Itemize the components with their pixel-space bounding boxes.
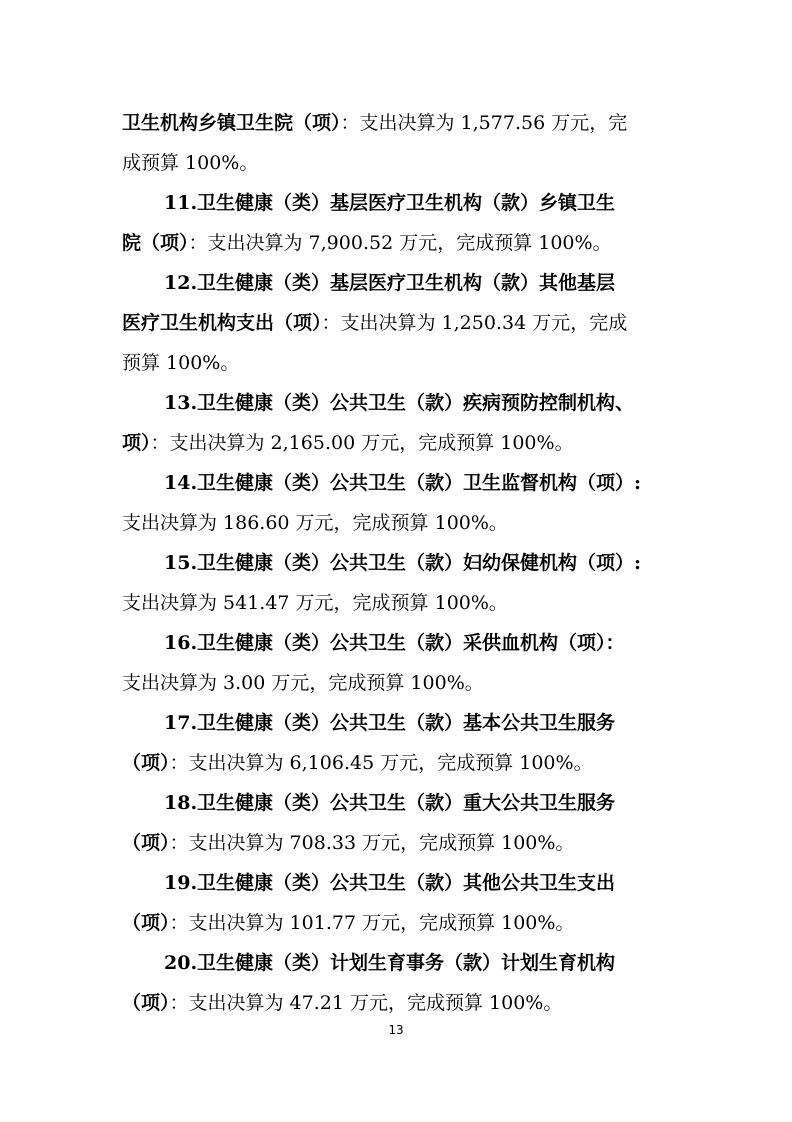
text-line [122,423,674,463]
budget-item [122,703,674,783]
item-heading: （项） [122,752,170,774]
budget-item [122,383,674,463]
item-heading: 11.卫生健康（类）基层医疗卫生机构（款）乡镇卫生 [164,192,616,214]
item-heading: 18.卫生健康（类）公共卫生（款）重大公共卫生服务 [164,792,616,814]
item-text: ：支出决算为 101.77 万元，完成预算 100%。 [169,912,575,934]
text-line [122,103,674,143]
item-text: ：支出决算为 708.33 万元，完成预算 100%。 [169,832,575,854]
text-line [122,383,674,423]
item-heading: 16.卫生健康（类）公共卫生（款）采供血机构（项）： [164,632,625,654]
page-number: 13 [388,1023,404,1037]
item-heading: 12.卫生健康（类）基层医疗卫生机构（款）其他基层 [164,272,616,294]
item-text: ：支出决算为 47.21 万元，完成预算 100%。 [169,992,563,1014]
item-heading: 17.卫生健康（类）公共卫生（款）基本公共卫生服务 [164,712,616,734]
item-heading: 院（项） [122,232,189,254]
text-line [122,703,674,743]
budget-item [122,263,674,383]
item-text: 预算 100%。 [122,352,240,374]
item-text: ：支出决算为 1,250.34 万元，完成 [321,312,628,334]
item-text: ：支出决算为 7,900.52 万元，完成预算 100%。 [188,232,612,254]
item-heading: 15.卫生健康（类）公共卫生（款）妇幼保健机构（项）: [164,552,642,574]
item-heading: 14.卫生健康（类）公共卫生（款）卫生监督机构（项）: [164,472,642,494]
text-line [122,903,674,943]
item-text: ：支出决算为 1,577.56 万元，完 [340,112,628,134]
text-line [122,583,674,623]
budget-item [122,103,674,183]
text-line [122,263,674,303]
item-text: 成预算 100%。 [122,152,259,174]
budget-item [122,863,674,943]
text-line [122,463,674,503]
item-heading: （项） [122,992,170,1014]
text-line [122,183,674,223]
budget-items [122,103,674,1023]
item-heading: 19.卫生健康（类）公共卫生（款）其他公共卫生支出 [164,872,616,894]
text-line [122,823,674,863]
text-line [122,623,674,663]
item-text: ：支出决算为 6,106.45 万元，完成预算 100%。 [169,752,593,774]
text-line [122,343,674,383]
item-text: 支出决算为 541.47 万元，完成预算 100%。 [122,592,508,614]
item-text: 支出决算为 186.60 万元，完成预算 100%。 [122,512,508,534]
item-heading: 20.卫生健康（类）计划生育事务（款）计划生育机构 [164,952,616,974]
text-line [122,863,674,903]
item-heading: 医疗卫生机构支出（项） [122,312,322,334]
text-line [122,303,674,343]
item-text: 支出决算为 3.00 万元，完成预算 100%。 [122,672,484,694]
text-line [122,503,674,543]
text-line [122,983,674,1023]
text-line [122,783,674,823]
item-heading: （项） [122,832,170,854]
text-line [122,663,674,703]
budget-item [122,543,674,623]
budget-item [122,623,674,703]
budget-item [122,183,674,263]
budget-item [122,463,674,543]
item-heading: （项） [122,912,170,934]
item-text: ：支出决算为 2,165.00 万元，完成预算 100%。 [150,432,574,454]
item-heading: 项） [122,432,151,454]
budget-item [122,943,674,1023]
item-heading: 卫生机构乡镇卫生院（项） [122,112,341,134]
item-heading: 13.卫生健康（类）公共卫生（款）疾病预防控制机构、 [164,392,635,414]
text-line [122,743,674,783]
text-line [122,543,674,583]
text-line [122,223,674,263]
text-line [122,143,674,183]
budget-item [122,783,674,863]
text-line [122,943,674,983]
